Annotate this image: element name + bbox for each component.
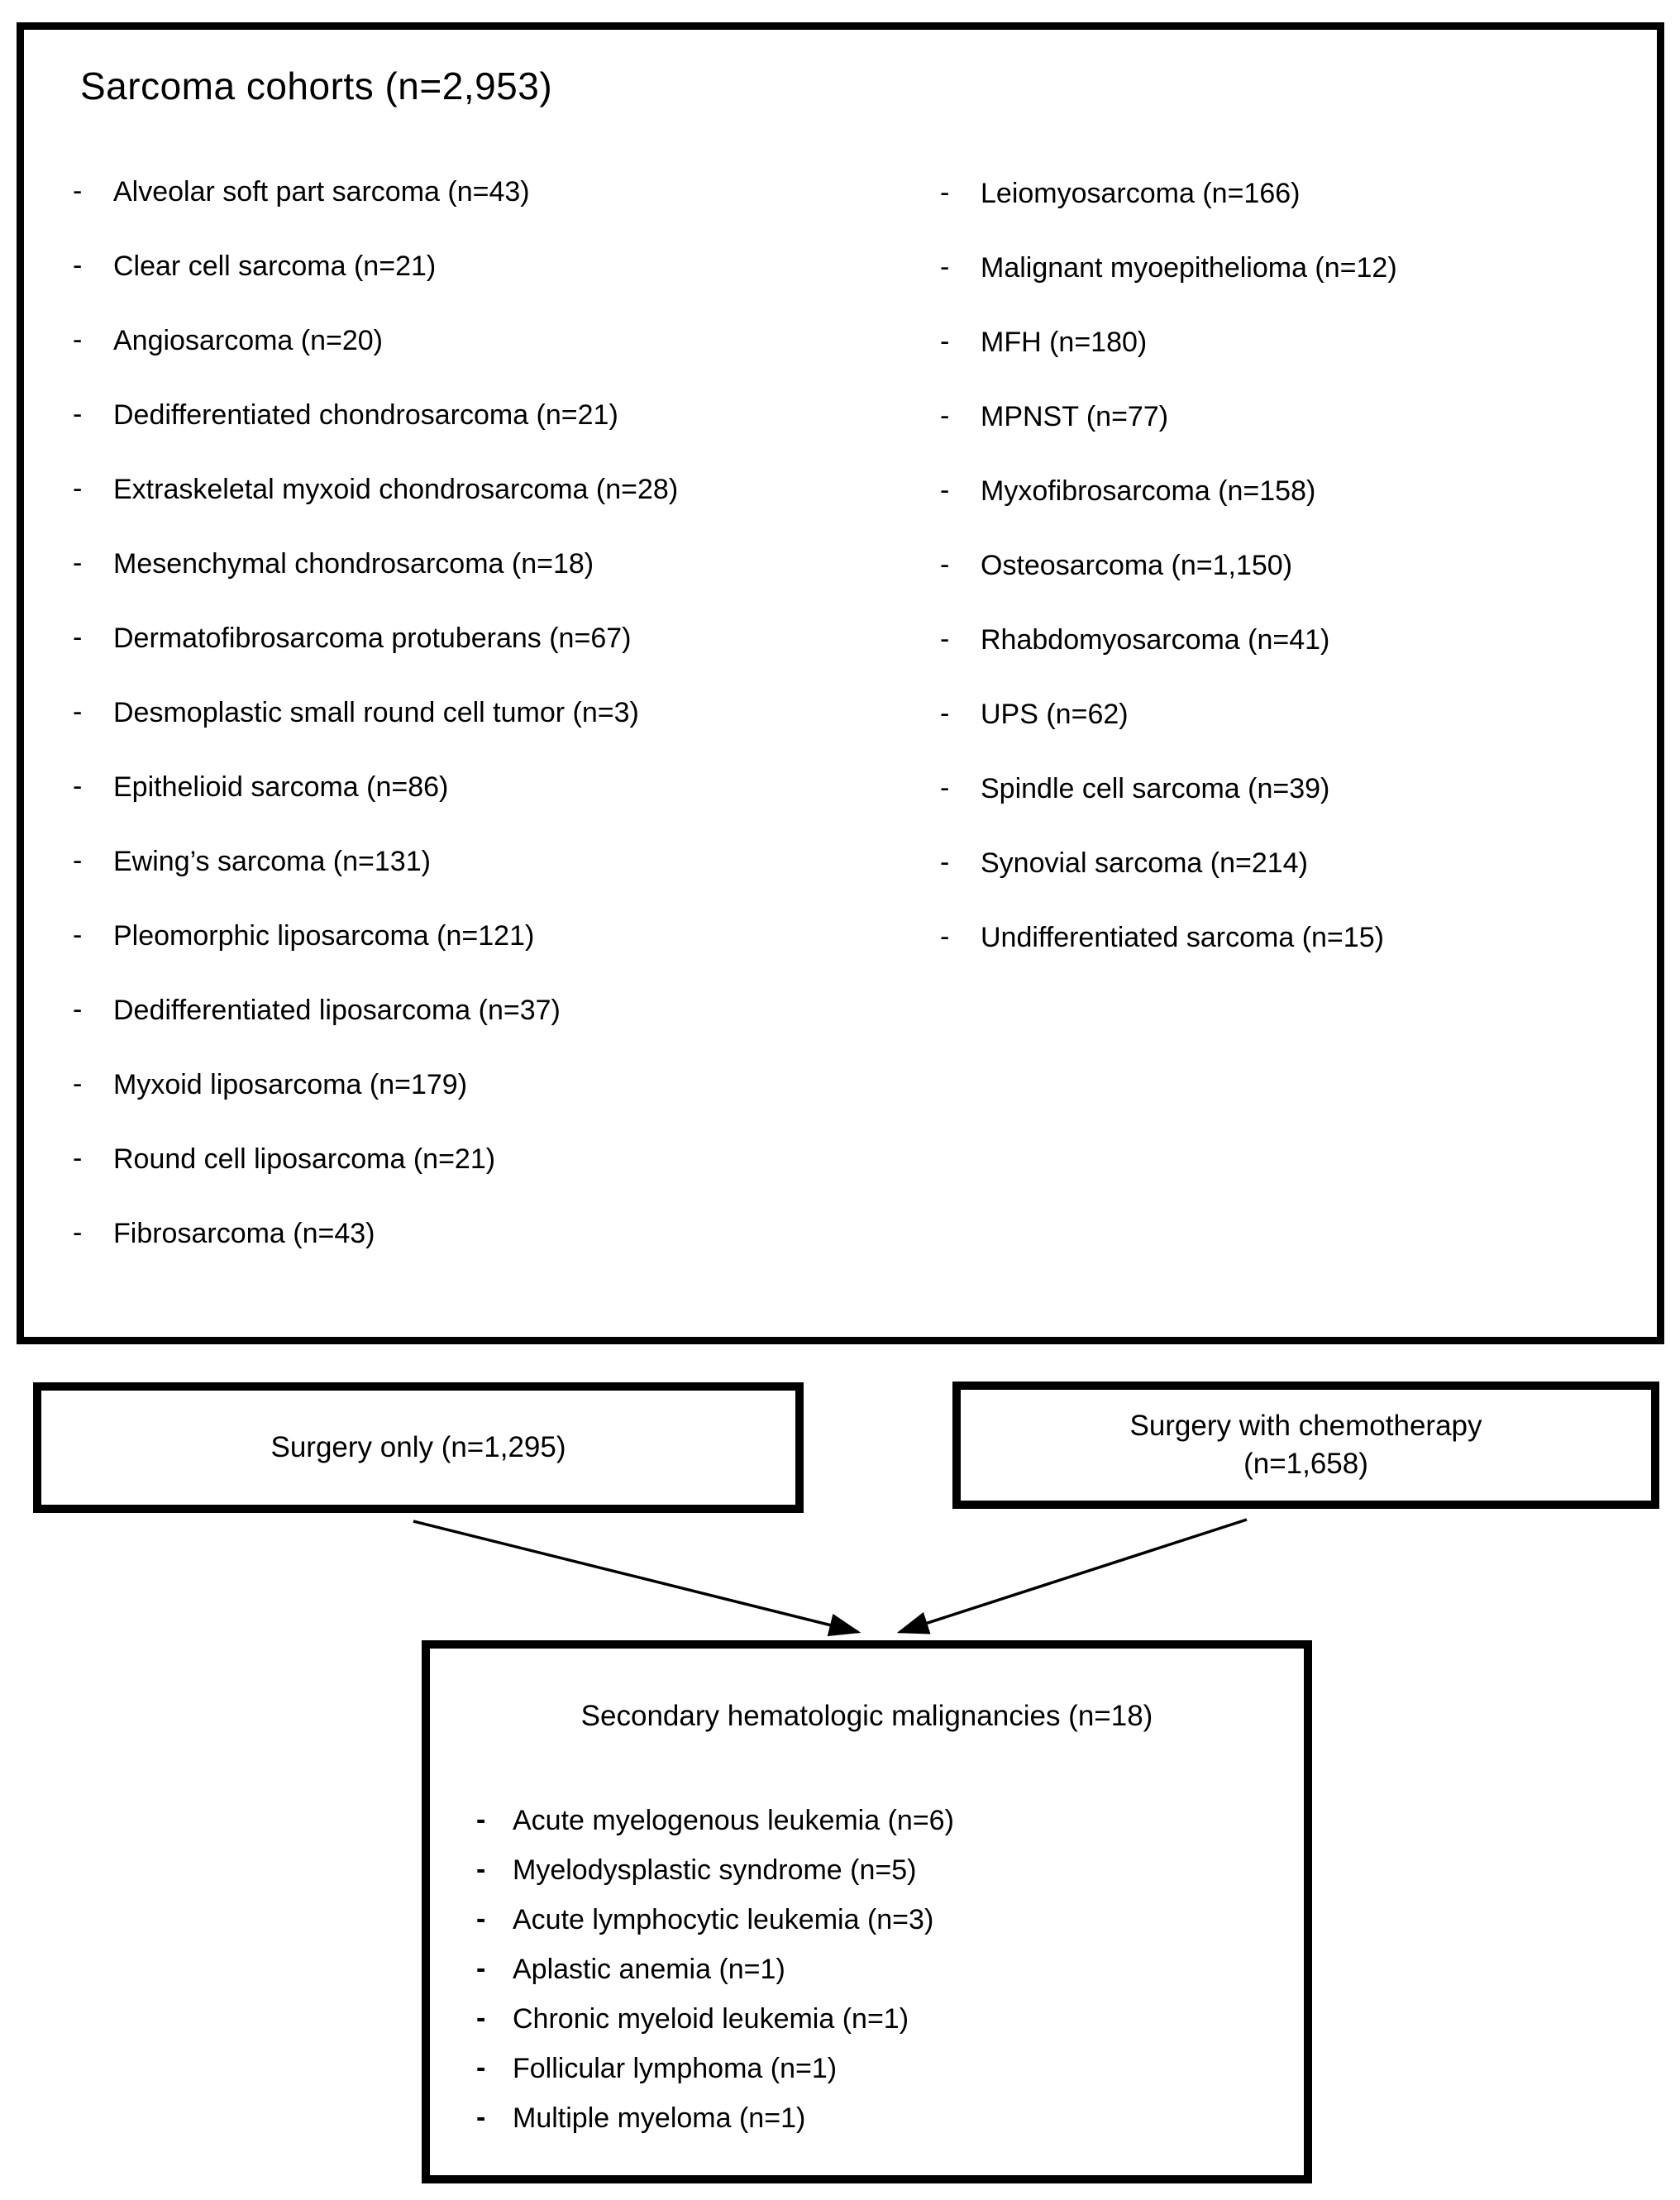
surgery-chemotherapy-box bbox=[952, 1382, 1659, 1509]
dash-bullet: - bbox=[73, 1068, 83, 1100]
list-item bbox=[940, 921, 1397, 954]
item-label: Chronic myeloid leukemia (n=1) bbox=[513, 2003, 909, 2035]
list-item bbox=[940, 623, 1397, 656]
list-item bbox=[73, 547, 678, 580]
item-label: Follicular lymphoma (n=1) bbox=[513, 2053, 838, 2084]
item-label: Acute myelogenous leukemia (n=6) bbox=[513, 1805, 954, 1836]
list-item bbox=[73, 250, 678, 283]
sarcoma-cohorts-title: Sarcoma cohorts (n=2,953) bbox=[80, 64, 553, 107]
list-item bbox=[476, 1804, 1304, 1837]
dash-bullet: - bbox=[73, 1143, 83, 1174]
list-item bbox=[73, 1068, 678, 1101]
arrow-surgery-chemo-to-secondary bbox=[900, 1520, 1247, 1632]
dash-bullet: - bbox=[940, 177, 950, 208]
item-label: Myxoid liposarcoma (n=179) bbox=[113, 1069, 468, 1100]
item-label: Dedifferentiated chondrosarcoma (n=21) bbox=[113, 399, 618, 431]
list-item bbox=[940, 772, 1397, 805]
item-label: Epithelioid sarcoma (n=86) bbox=[113, 771, 449, 803]
item-label: Malignant myoepithelioma (n=12) bbox=[981, 252, 1397, 284]
list-item bbox=[73, 473, 678, 506]
dash-bullet: - bbox=[73, 771, 83, 802]
item-label: Acute lymphocytic leukemia (n=3) bbox=[513, 1904, 934, 1935]
dash-bullet: - bbox=[476, 2002, 486, 2034]
dash-bullet: - bbox=[73, 324, 83, 356]
list-item bbox=[476, 2002, 1304, 2035]
list-item bbox=[73, 994, 678, 1027]
dash-bullet: - bbox=[73, 547, 83, 579]
list-item bbox=[73, 324, 678, 357]
list-item bbox=[73, 622, 678, 655]
dash-bullet: - bbox=[940, 326, 950, 357]
dash-bullet: - bbox=[940, 921, 950, 952]
list-item bbox=[73, 398, 678, 432]
item-label: Ewing’s sarcoma (n=131) bbox=[113, 846, 431, 877]
arrow-surgery-only-to-secondary bbox=[413, 1521, 858, 1632]
item-label: Synovial sarcoma (n=214) bbox=[981, 847, 1308, 879]
item-label: Round cell liposarcoma (n=21) bbox=[113, 1143, 496, 1175]
dash-bullet: - bbox=[73, 250, 83, 281]
dash-bullet: - bbox=[476, 1903, 486, 1935]
item-label: Extraskeletal myxoid chondrosarcoma (n=28) bbox=[113, 474, 679, 505]
item-label: Spindle cell sarcoma (n=39) bbox=[981, 773, 1330, 804]
surgery-chemotherapy-label-line1: Surgery with chemotherapy bbox=[1129, 1410, 1482, 1442]
item-label: Desmoplastic small round cell tumor (n=3) bbox=[113, 697, 639, 728]
dash-bullet: - bbox=[73, 473, 83, 504]
item-label: Fibrosarcoma (n=43) bbox=[113, 1218, 375, 1249]
secondary-malignancies-title: Secondary hematologic malignancies (n=18) bbox=[580, 1700, 1153, 1732]
list-item bbox=[476, 1854, 1304, 1887]
dash-bullet: - bbox=[73, 994, 83, 1025]
list-item bbox=[940, 698, 1397, 731]
list-item bbox=[940, 549, 1397, 582]
list-item bbox=[476, 2052, 1304, 2085]
list-item bbox=[476, 1903, 1304, 1936]
item-label: Mesenchymal chondrosarcoma (n=18) bbox=[113, 548, 594, 580]
dash-bullet: - bbox=[940, 400, 950, 432]
sarcoma-cohorts-box bbox=[17, 22, 1664, 1344]
list-item bbox=[940, 475, 1397, 508]
dash-bullet: - bbox=[940, 549, 950, 580]
item-label: Undifferentiated sarcoma (n=15) bbox=[981, 922, 1384, 953]
list-item bbox=[940, 400, 1397, 433]
cohort-list-left bbox=[73, 175, 678, 1250]
cohort-list-right bbox=[940, 177, 1397, 954]
list-item bbox=[940, 251, 1397, 284]
list-item bbox=[73, 845, 678, 878]
dash-bullet: - bbox=[476, 2102, 486, 2133]
dash-bullet: - bbox=[940, 251, 950, 283]
item-label: Angiosarcoma (n=20) bbox=[113, 325, 384, 356]
item-label: Aplastic anemia (n=1) bbox=[513, 1954, 785, 1985]
dash-bullet: - bbox=[940, 698, 950, 729]
item-label: Myelodysplastic syndrome (n=5) bbox=[513, 1854, 917, 1886]
item-label: Multiple myeloma (n=1) bbox=[513, 2102, 806, 2134]
dash-bullet: - bbox=[73, 175, 83, 207]
dash-bullet: - bbox=[73, 696, 83, 728]
item-label: Dermatofibrosarcoma protuberans (n=67) bbox=[113, 623, 632, 654]
list-item bbox=[940, 326, 1397, 359]
item-label: Clear cell sarcoma (n=21) bbox=[113, 251, 437, 282]
list-item bbox=[73, 1217, 678, 1250]
item-label: MFH (n=180) bbox=[981, 327, 1148, 358]
list-item bbox=[73, 696, 678, 729]
item-label: Myxofibrosarcoma (n=158) bbox=[981, 475, 1316, 507]
secondary-malignancies-list bbox=[430, 1804, 1304, 2135]
dash-bullet: - bbox=[73, 398, 83, 430]
dash-bullet: - bbox=[476, 1953, 486, 1984]
item-label: MPNST (n=77) bbox=[981, 401, 1169, 432]
dash-bullet: - bbox=[476, 1854, 486, 1885]
surgery-only-label: Surgery only (n=1,295) bbox=[270, 1431, 566, 1463]
dash-bullet: - bbox=[940, 847, 950, 878]
dash-bullet: - bbox=[476, 2052, 486, 2083]
surgery-only-box bbox=[33, 1382, 804, 1513]
item-label: Leiomyosarcoma (n=166) bbox=[981, 178, 1301, 209]
list-item bbox=[73, 919, 678, 952]
dash-bullet: - bbox=[73, 1217, 83, 1248]
item-label: Rhabdomyosarcoma (n=41) bbox=[981, 624, 1330, 656]
item-label: Osteosarcoma (n=1,150) bbox=[981, 550, 1293, 581]
dash-bullet: - bbox=[73, 622, 83, 653]
dash-bullet: - bbox=[73, 919, 83, 951]
dash-bullet: - bbox=[73, 845, 83, 876]
item-label: Alveolar soft part sarcoma (n=43) bbox=[113, 176, 530, 208]
list-item bbox=[476, 2102, 1304, 2135]
secondary-malignancies-box bbox=[422, 1640, 1312, 2183]
list-item bbox=[73, 175, 678, 208]
list-item bbox=[940, 847, 1397, 880]
surgery-chemotherapy-label-line2: (n=1,658) bbox=[1243, 1448, 1368, 1480]
dash-bullet: - bbox=[940, 772, 950, 804]
dash-bullet: - bbox=[940, 623, 950, 655]
item-label: UPS (n=62) bbox=[981, 699, 1129, 730]
dash-bullet: - bbox=[476, 1804, 486, 1835]
list-item bbox=[476, 1953, 1304, 1986]
item-label: Pleomorphic liposarcoma (n=121) bbox=[113, 920, 535, 952]
list-item bbox=[940, 177, 1397, 210]
item-label: Dedifferentiated liposarcoma (n=37) bbox=[113, 995, 561, 1026]
list-item bbox=[73, 1143, 678, 1176]
dash-bullet: - bbox=[940, 475, 950, 506]
list-item bbox=[73, 771, 678, 804]
